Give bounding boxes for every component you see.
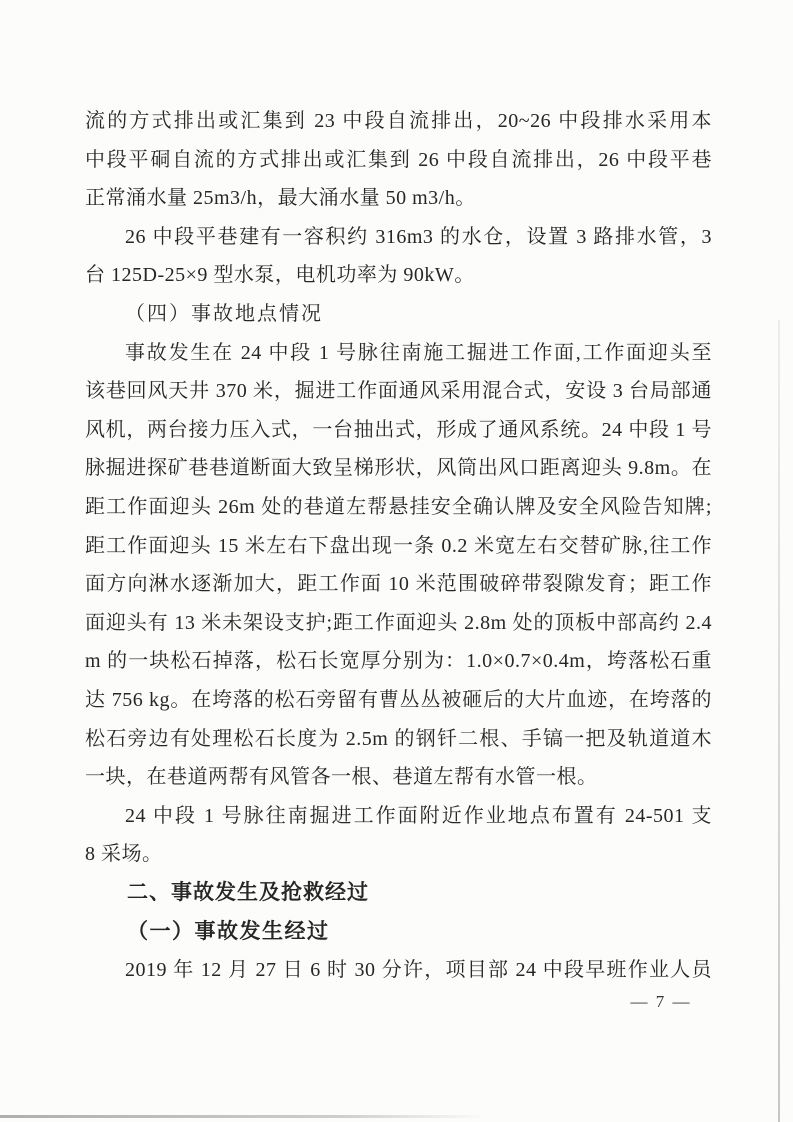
- text-line: 一块，在巷道两帮有风管各一根、巷道左帮有水管一根。: [85, 766, 598, 789]
- text-line: 8 采场。: [85, 843, 163, 866]
- text-line: 中段平硐自流的方式排出或汇集到 26 中段自流排出，26 中段平巷: [85, 148, 712, 171]
- text-line: 台 125D-25×9 型水泵，电机功率为 90kW。: [85, 264, 475, 287]
- text-line: m 的一块松石掉落，松石长宽厚分别为：1.0×0.7×0.4m，垮落松石重: [85, 650, 712, 673]
- heading: [85, 912, 712, 951]
- heading: [85, 874, 712, 913]
- paragraph: [85, 218, 712, 295]
- text-line: 2019 年 12 月 27 日 6 时 30 分许，项目部 24 中段早班作业人员: [125, 959, 712, 982]
- text-line: 风机，两台接力压入式，一台抽出式，形成了通风系统。24 中段 1 号: [85, 418, 712, 441]
- text-line: 流的方式排出或汇集到 23 中段自流排出，20~26 中段排水采用本: [85, 110, 712, 132]
- document-body: [85, 102, 712, 990]
- text-line: 该巷回风天井 370 米，掘进工作面通风采用混合式，安设 3 台局部通: [85, 380, 712, 403]
- text-line: 二、事故发生及抢救经过: [127, 880, 369, 904]
- paragraph: [85, 334, 712, 797]
- text-line: （四）事故地点情况: [125, 302, 323, 325]
- text-line: 事故发生在 24 中段 1 号脉往南施工掘进工作面,工作面迎头至: [125, 341, 712, 364]
- text-line: 面迎头有 13 米未架设支护;距工作面迎头 2.8m 处的顶板中部高约 2.4: [85, 611, 712, 634]
- text-line: 距工作面迎头 15 米左右下盘出现一条 0.2 米宽左右交替矿脉,往工作: [85, 534, 712, 557]
- scan-artifact-right-edge: [778, 320, 780, 1122]
- text-line: 达 756 kg。在垮落的松石旁留有曹丛丛被砸后的大片血迹，在垮落的: [85, 688, 712, 711]
- page-number: — 7 —: [630, 992, 692, 1011]
- paragraph: [85, 102, 712, 218]
- text-line: 距工作面迎头 26m 处的巷道左帮悬挂安全确认牌及安全风险告知牌;: [85, 495, 712, 518]
- text-line: 24 中段 1 号脉往南掘进工作面附近作业地点布置有 24-501 支: [125, 804, 712, 827]
- text-line: 面方向淋水逐渐加大，距工作面 10 米范围破碎带裂隙发育；距工作: [85, 573, 712, 596]
- text-line: 正常涌水量 25m3/h，最大涌水量 50 m3/h。: [85, 187, 476, 210]
- text-line: 松石旁边有处理松石长度为 2.5m 的钢钎二根、手镐一把及轨道道木: [85, 727, 712, 750]
- paragraph: [85, 951, 712, 990]
- text-line: 脉掘进探矿巷巷道断面大致呈梯形状，风筒出风口距离迎头 9.8m。在: [85, 457, 712, 480]
- scan-artifact-bottom-edge: [0, 1115, 485, 1118]
- text-line: 26 中段平巷建有一容积约 316m3 的水仓，设置 3 路排水管，3: [125, 225, 712, 248]
- text-line: （一）事故发生经过: [127, 919, 330, 944]
- heading: [85, 295, 712, 334]
- paragraph: [85, 797, 712, 874]
